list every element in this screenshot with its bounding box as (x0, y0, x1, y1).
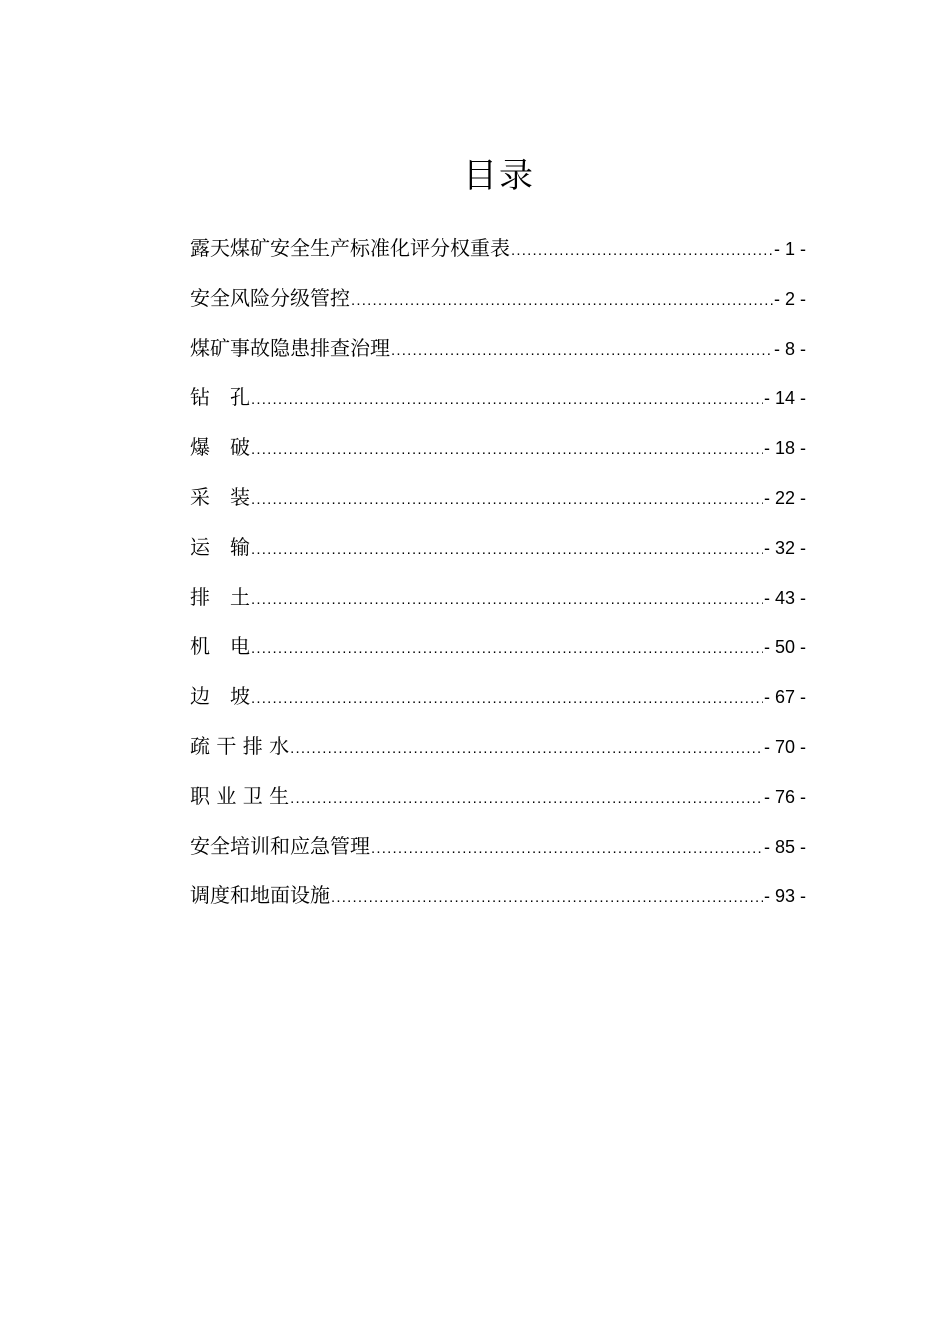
toc-entry-title: 安全培训和应急管理 (190, 833, 370, 858)
toc-dot-leader (251, 477, 763, 523)
toc-entry[interactable] (190, 773, 806, 823)
toc-entry-title: 职 业 卫 生 (190, 783, 290, 808)
toc-dot-leader (251, 626, 763, 672)
toc-dot-leader (251, 577, 763, 623)
toc-entry-title: 调度和地面设施 (190, 883, 330, 908)
toc-entry-page: - 50 - (763, 637, 806, 658)
toc-entry-title: 运 输 (190, 534, 250, 559)
toc-entry[interactable] (190, 574, 806, 624)
toc-title: 目录 (463, 156, 535, 196)
toc-entry-page: - 76 - (763, 786, 806, 807)
toc-list (190, 225, 806, 922)
toc-entry-page: - 14 - (763, 388, 806, 409)
toc-entry-page: - 67 - (763, 687, 806, 708)
toc-entry-page: - 43 - (763, 587, 806, 608)
toc-entry-page: - 2 - (773, 288, 806, 309)
toc-dot-leader (251, 427, 763, 473)
toc-entry[interactable] (190, 823, 806, 873)
toc-dot-leader (371, 826, 763, 872)
toc-dot-leader (391, 328, 773, 374)
toc-dot-leader (251, 527, 763, 573)
toc-entry-title: 露天煤矿安全生产标准化评分权重表 (190, 236, 510, 260)
toc-entry-page: - 8 - (773, 338, 806, 359)
toc-entry[interactable] (190, 374, 806, 424)
toc-entry-title: 采 装 (190, 484, 250, 509)
toc-entry-title: 疏 干 排 水 (190, 733, 290, 758)
toc-entry-title: 机 电 (190, 634, 250, 659)
toc-entry-title: 煤矿事故隐患排查治理 (190, 335, 390, 360)
toc-dot-leader (351, 278, 773, 324)
toc-entry[interactable] (190, 723, 806, 773)
toc-dot-leader (290, 776, 763, 822)
toc-entry[interactable] (190, 424, 806, 474)
toc-dot-leader (511, 228, 773, 274)
toc-entry[interactable] (190, 275, 806, 325)
toc-dot-leader (251, 377, 763, 423)
toc-entry[interactable] (190, 325, 806, 375)
toc-entry[interactable] (190, 225, 806, 275)
toc-dot-leader (290, 726, 763, 772)
toc-entry-title: 安全风险分级管控 (190, 285, 350, 310)
toc-entry[interactable] (190, 673, 806, 723)
toc-entry-title: 边 坡 (190, 684, 250, 709)
toc-dot-leader (251, 676, 763, 722)
toc-entry-page: - 32 - (763, 537, 806, 558)
toc-entry[interactable] (190, 474, 806, 524)
toc-dot-leader (331, 875, 763, 921)
toc-entry[interactable] (190, 872, 806, 922)
toc-entry[interactable] (190, 623, 806, 673)
toc-entry-page: - 1 - (773, 239, 806, 259)
toc-entry-page: - 93 - (763, 886, 806, 907)
toc-entry-title: 爆 破 (190, 435, 250, 460)
toc-entry-page: - 22 - (763, 487, 806, 508)
toc-entry[interactable] (190, 524, 806, 574)
toc-entry-title: 排 土 (190, 584, 250, 609)
toc-entry-page: - 18 - (763, 438, 806, 459)
toc-entry-title: 钻 孔 (190, 385, 250, 410)
toc-entry-page: - 85 - (763, 836, 806, 857)
toc-entry-page: - 70 - (763, 736, 806, 757)
